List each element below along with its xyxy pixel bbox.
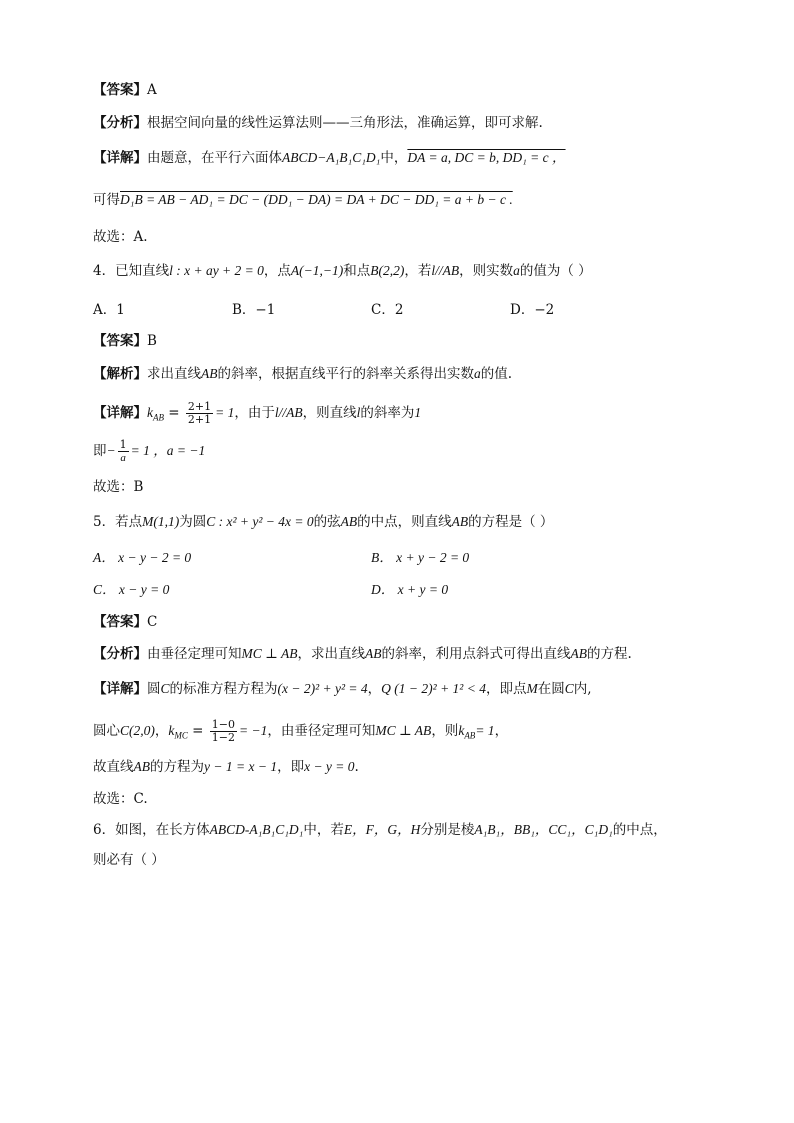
- detail-text: 的标准方程方程为: [169, 681, 278, 697]
- detail-vectors: DA = a, DC = b, DD₁ = c ，: [407, 150, 566, 165]
- q5-analysis-line: [93, 644, 632, 664]
- q4-option-a: A．1: [93, 302, 125, 318]
- q5-option-c: C． x − y = 0: [93, 582, 170, 597]
- q5-stem: [93, 512, 553, 532]
- analysis-math: AB: [570, 646, 587, 661]
- detail-math: l//AB: [274, 405, 303, 420]
- line-text: ，即: [277, 759, 305, 775]
- then-result: a = −1: [166, 443, 206, 458]
- analysis-math: AB: [201, 366, 218, 381]
- detail-text: ，即点: [485, 681, 527, 697]
- q4-option-b: B．−1: [232, 302, 276, 318]
- analysis-text: 的值.: [480, 366, 513, 382]
- detail-tag: 【详解】: [93, 150, 147, 166]
- q5-option-d: D． x + y = 0: [371, 582, 449, 597]
- analysis-text: 根据空间向量的线性运算法则——三角形法，准确运算，即可求解.: [147, 115, 543, 131]
- stem-text: 分别是棱: [420, 822, 475, 838]
- answer-tag: 【答案】: [93, 333, 147, 349]
- line-text: 的方程为: [150, 759, 204, 775]
- stem-math: E，F，G，H: [343, 822, 421, 837]
- answer-tag: 【答案】: [93, 614, 147, 630]
- line-math: x − y = 0: [304, 759, 355, 774]
- analysis-text: ，求出直线: [297, 646, 365, 662]
- q4-option-d: D．−2: [510, 302, 555, 318]
- detail-text: 由题意，在平行六面体: [147, 150, 282, 166]
- detail-math: 1: [414, 405, 422, 420]
- q4-then-line: [93, 436, 205, 466]
- q3-answer-line: [93, 80, 157, 100]
- detail-math: l: [356, 405, 361, 420]
- center-math: C(2,0): [120, 723, 155, 738]
- stem-text: 的值为（ ）: [519, 263, 592, 279]
- stem-text: 和点: [343, 263, 371, 279]
- analysis-tag: 【分析】: [93, 646, 147, 662]
- q4-conclusion: 故选：B: [93, 479, 144, 495]
- derive-math: D₁B = AB − AD₁ = DC − (DD₁ − DA) = DA + DC − DD₁ = a + b − c .: [120, 192, 513, 207]
- analysis-text: 由垂径定理可知: [147, 646, 242, 662]
- detail-math: (x − 2)² + y² = 4: [277, 681, 368, 696]
- stem-text: ，若: [404, 263, 432, 279]
- q4-answer-line: [93, 331, 157, 351]
- detail-mid: 中，: [380, 150, 408, 166]
- detail-math: C: [160, 681, 170, 696]
- center-text: ，则: [431, 723, 459, 739]
- stem-text: 的方程是（ ）: [468, 514, 554, 530]
- analysis-text: 的斜率，利用点斜式可得出直线: [381, 646, 571, 662]
- stem-math: AB: [340, 514, 358, 529]
- stem-text: 的弦: [313, 514, 341, 530]
- q5-detail-line: [93, 679, 592, 699]
- detail-math: Q (1 − 2)² + 1² < 4: [381, 681, 486, 696]
- stem-math: A₁B₁，BB₁，CC₁，C₁D₁: [474, 822, 613, 837]
- stem-text: 中，若: [303, 822, 344, 838]
- stem-math: B(2,2): [370, 263, 405, 278]
- stem-text: 的中点，: [612, 822, 667, 838]
- stem-text: ，点: [263, 263, 291, 279]
- stem-math: l : x + ay + 2 = 0: [169, 263, 264, 278]
- detail-text: 的斜率为: [360, 405, 415, 421]
- stem-math: ABCD-A₁B₁C₁D₁: [209, 822, 304, 837]
- derive-prefix: 可得: [93, 192, 120, 208]
- analysis-text: 的斜率，根据直线平行的斜率关系得出实数: [217, 366, 474, 382]
- answer-tag: 【答案】: [93, 82, 147, 98]
- slope-value: = 1: [475, 723, 495, 738]
- line-math: y − 1 = x − 1: [204, 759, 278, 774]
- detail-text: ，: [367, 681, 382, 697]
- detail-text: ，则直线: [302, 405, 357, 421]
- stem-math: M(1,1): [142, 514, 180, 529]
- fraction-denominator: 2+1: [187, 413, 212, 426]
- answer-value: C: [147, 614, 158, 630]
- detail-math: M: [526, 681, 538, 696]
- detail-tag: 【详解】: [93, 405, 147, 421]
- q5-line-eq: [93, 757, 359, 777]
- center-text: ，: [494, 723, 509, 739]
- detail-math: C: [564, 681, 574, 696]
- q3-derive-line: [93, 190, 513, 210]
- stem-text: ，则实数: [459, 263, 514, 279]
- analysis-math: MC ⊥ AB: [241, 646, 298, 661]
- slope-label: k: [147, 405, 153, 420]
- fraction-denominator: 1−2: [211, 731, 235, 744]
- fraction-numerator: 2+1: [187, 400, 212, 413]
- fraction-numerator: 1: [119, 438, 127, 451]
- analysis-math: a: [474, 366, 481, 381]
- then-prefix: 即: [93, 443, 107, 459]
- then-value: = 1 ，: [130, 443, 167, 458]
- slope-sub: AB: [153, 412, 164, 423]
- q5-center-line: 圆心C(2,0)，$k_{MC}$ = $\frac{1-0}{1-2}$ = −1，由垂径定理可知MC ⊥ AB，则$k_{AB}= 1$，: [93, 718, 509, 744]
- analysis-math: AB: [364, 646, 382, 661]
- fraction-denominator: a: [120, 452, 126, 464]
- answer-value: B: [147, 333, 157, 349]
- detail-text: 内,: [573, 681, 592, 697]
- detail-tag: 【详解】: [93, 681, 147, 697]
- q5-answer-line: [93, 612, 157, 632]
- center-text: ，由垂径定理可知: [267, 723, 376, 739]
- analysis-text: 求出直线: [147, 366, 201, 382]
- stem-text: 6．如图，在长方体: [93, 822, 210, 838]
- q6-stem: [93, 820, 667, 840]
- stem-math: A(−1,−1): [290, 263, 344, 278]
- line-text: .: [354, 759, 359, 775]
- q5-option-b: B． x + y − 2 = 0: [371, 550, 470, 565]
- center-text: 圆心: [93, 723, 120, 739]
- line-math: AB: [133, 759, 150, 774]
- stem-text: 4．已知直线: [93, 263, 170, 279]
- line-text: 故直线: [93, 759, 134, 775]
- fraction-numerator: 1−0: [211, 718, 235, 731]
- slope-fraction: [186, 401, 213, 426]
- q5-option-a: A． x − y − 2 = 0: [93, 550, 192, 565]
- answer-value: A: [147, 82, 157, 98]
- center-math: MC ⊥ AB: [375, 723, 432, 738]
- then-fraction: [118, 439, 129, 464]
- slope-sub: MC: [174, 730, 188, 741]
- detail-text: 圆: [147, 681, 161, 697]
- then-neg: −: [106, 443, 116, 458]
- slope-sub: AB: [464, 730, 476, 741]
- q3-analysis-line: [93, 113, 543, 133]
- stem-text: 的中点，则直线: [357, 514, 452, 530]
- analysis-tag: 【分析】: [93, 115, 147, 131]
- stem-text: 为圆: [179, 514, 207, 530]
- q3-conclusion: 故选：A.: [93, 229, 148, 245]
- slope-value: = −1: [239, 723, 268, 738]
- stem-math: a: [513, 263, 520, 278]
- q6-stem-cont: 则必有（ ）: [93, 852, 165, 868]
- detail-math: ABCD−A₁B₁C₁D₁: [282, 150, 381, 165]
- q4-stem: [93, 261, 592, 281]
- q5-conclusion: 故选：C.: [93, 791, 148, 807]
- stem-math: AB: [451, 514, 469, 529]
- q3-detail-line: [93, 148, 566, 168]
- detail-text: 在圆: [537, 681, 565, 697]
- q4-detail-line: 【详解】$k_{AB}$ = $\frac{2+1}{2+1}$ = 1，由于l//AB，则直线l的斜率为1: [93, 400, 422, 426]
- q4-analysis-line: [93, 364, 512, 384]
- slope-label: k: [168, 723, 175, 738]
- analysis-text: 的方程.: [586, 646, 632, 662]
- slope-value: = 1: [215, 405, 235, 420]
- stem-math: l//AB: [431, 263, 460, 278]
- q4-option-c: C．2: [371, 302, 404, 318]
- stem-text: 5．若点: [93, 514, 143, 530]
- stem-math: C : x² + y² − 4x = 0: [206, 514, 314, 529]
- center-text: ，: [154, 723, 169, 739]
- detail-text: ，由于: [234, 405, 275, 421]
- slope-fraction: [210, 719, 237, 744]
- analysis-tag: 【解析】: [93, 366, 147, 382]
- slope-label: k: [458, 723, 465, 738]
